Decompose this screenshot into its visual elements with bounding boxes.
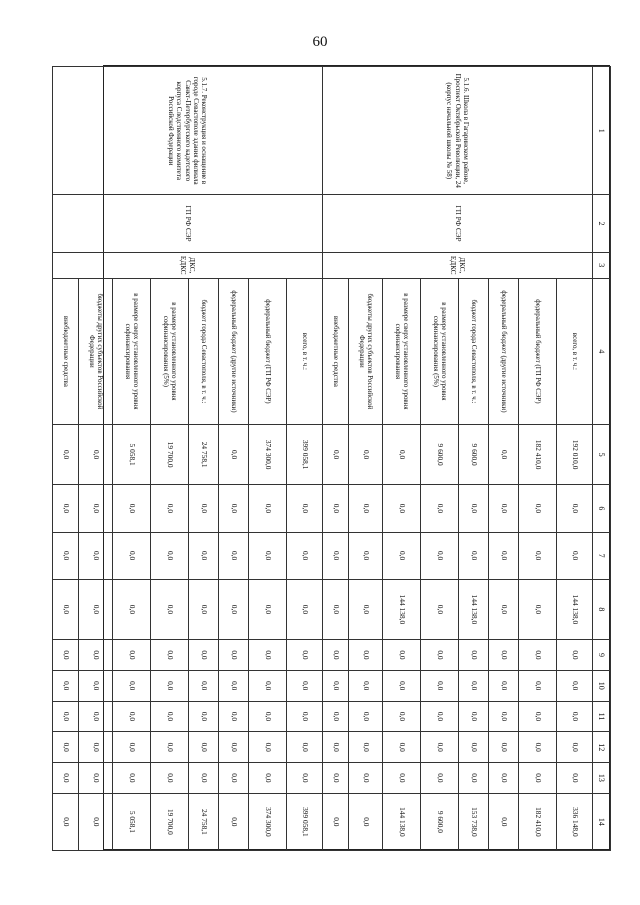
value-cell: 0,0 — [519, 701, 557, 732]
value-cell: 0,0 — [323, 670, 349, 701]
total-value-cell: 374 300,0 — [249, 793, 287, 850]
value-cell: 0,0 — [113, 670, 151, 701]
value-cell: 0,0 — [323, 579, 349, 639]
value-cell: 0,0 — [113, 763, 151, 794]
table-row — [287, 67, 323, 851]
value-cell: 0,0 — [219, 763, 249, 794]
value-cell: 0,0 — [249, 640, 287, 671]
value-cell: 0,0 — [79, 485, 113, 532]
value-cell: 0,0 — [219, 532, 249, 579]
value-cell: 0,0 — [151, 732, 189, 763]
value-cell: 0,0 — [489, 763, 519, 794]
value-cell: 0,0 — [189, 732, 219, 763]
value-cell: 0,0 — [219, 670, 249, 701]
value-cell: 0,0 — [287, 485, 323, 532]
value-cell: 0,0 — [219, 640, 249, 671]
value-cell: 0,0 — [489, 640, 519, 671]
value-cell: 0,0 — [349, 670, 383, 701]
value-cell: 0,0 — [519, 485, 557, 532]
value-cell: 0,0 — [557, 732, 593, 763]
object-name-cell: 5.1.6. Школа в Гагаринском районе, Проспект Октябрьской Революции, 24 (корпус начальной школы № 58) — [323, 67, 593, 195]
value-cell: 0,0 — [79, 763, 113, 794]
value-cell: 0,0 — [151, 532, 189, 579]
value-cell: 0,0 — [189, 670, 219, 701]
value-cell: 0,0 — [383, 532, 421, 579]
rotated-table-container — [61, 66, 611, 851]
total-value-cell: 5 058,1 — [113, 793, 151, 850]
total-value-cell: 9 600,0 — [421, 793, 459, 850]
total-value-cell: 0,0 — [349, 793, 383, 850]
value-cell: 0,0 — [113, 701, 151, 732]
value-cell: 0,0 — [249, 701, 287, 732]
funding-source-cell: в размере установленного уровня софинансирования (5%) — [151, 278, 189, 424]
value-cell: 0,0 — [287, 732, 323, 763]
value-cell: 0,0 — [383, 424, 421, 484]
total-value-cell: 0,0 — [219, 793, 249, 850]
value-cell: 144 138,0 — [557, 579, 593, 639]
value-cell: 0,0 — [421, 701, 459, 732]
value-cell: 0,0 — [189, 701, 219, 732]
value-cell: 0,0 — [459, 532, 489, 579]
value-cell: 0,0 — [151, 701, 189, 732]
value-cell: 0,0 — [519, 579, 557, 639]
value-cell: 0,0 — [287, 763, 323, 794]
funding-source-cell: бюджеты других субъектов Российской Федерации — [79, 278, 113, 424]
value-cell: 0,0 — [519, 763, 557, 794]
value-cell: 0,0 — [557, 640, 593, 671]
value-cell: 0,0 — [557, 763, 593, 794]
value-cell: 0,0 — [459, 701, 489, 732]
value-cell: 0,0 — [219, 485, 249, 532]
total-value-cell: 19 700,0 — [151, 793, 189, 850]
value-cell: 192 010,0 — [557, 424, 593, 484]
value-cell: 0,0 — [113, 640, 151, 671]
value-cell: 0,0 — [287, 640, 323, 671]
budget-table — [52, 66, 611, 851]
header-cell: 7 — [593, 532, 611, 579]
value-cell: 0,0 — [79, 532, 113, 579]
total-value-cell: 0,0 — [79, 793, 113, 850]
value-cell: 0,0 — [287, 579, 323, 639]
value-cell: 0,0 — [323, 763, 349, 794]
value-cell: 0,0 — [79, 640, 113, 671]
value-cell: 0,0 — [459, 640, 489, 671]
total-value-cell: 153 738,0 — [459, 793, 489, 850]
value-cell: 0,0 — [151, 640, 189, 671]
value-cell: 0,0 — [79, 670, 113, 701]
value-cell: 0,0 — [519, 640, 557, 671]
header-cell: 2 — [593, 195, 611, 252]
value-cell: 0,0 — [421, 763, 459, 794]
funding-source-cell: внебюджетные средства — [53, 278, 79, 424]
executor-cell: ДКС, ЕДКС — [53, 252, 323, 278]
header-cell: 10 — [593, 670, 611, 701]
funding-source-cell: в размере сверх установленного уровня софинансирования — [383, 278, 421, 424]
total-value-cell: 144 138,0 — [383, 793, 421, 850]
header-cell: 12 — [593, 732, 611, 763]
value-cell: 0,0 — [113, 532, 151, 579]
total-value-cell: 399 058,1 — [287, 793, 323, 850]
funding-source-cell: федеральный бюджет (другие источники) — [219, 278, 249, 424]
value-cell: 0,0 — [459, 763, 489, 794]
value-cell: 0,0 — [53, 732, 79, 763]
funding-source-cell: в размере сверх установленного уровня софинансирования — [113, 278, 151, 424]
header-cell: 1 — [593, 67, 611, 195]
value-cell: 0,0 — [53, 670, 79, 701]
header-cell: 6 — [593, 485, 611, 532]
total-value-cell: 0,0 — [323, 793, 349, 850]
value-cell: 0,0 — [249, 485, 287, 532]
value-cell: 0,0 — [219, 701, 249, 732]
value-cell: 0,0 — [519, 732, 557, 763]
value-cell: 0,0 — [53, 701, 79, 732]
value-cell: 0,0 — [287, 701, 323, 732]
value-cell: 0,0 — [113, 732, 151, 763]
value-cell: 0,0 — [489, 485, 519, 532]
value-cell: 0,0 — [383, 732, 421, 763]
value-cell: 0,0 — [53, 424, 79, 484]
value-cell: 0,0 — [421, 579, 459, 639]
value-cell: 0,0 — [489, 732, 519, 763]
value-cell: 0,0 — [349, 424, 383, 484]
value-cell: 0,0 — [323, 640, 349, 671]
value-cell: 0,0 — [53, 485, 79, 532]
value-cell: 374 300,0 — [249, 424, 287, 484]
total-value-cell: 24 758,1 — [189, 793, 219, 850]
value-cell: 0,0 — [53, 763, 79, 794]
value-cell: 144 138,0 — [459, 579, 489, 639]
header-cell: 9 — [593, 640, 611, 671]
value-cell: 0,0 — [189, 485, 219, 532]
header-cell: 11 — [593, 701, 611, 732]
value-cell: 0,0 — [79, 579, 113, 639]
value-cell: 0,0 — [189, 532, 219, 579]
value-cell: 0,0 — [349, 640, 383, 671]
funding-source-cell: внебюджетные средства — [323, 278, 349, 424]
total-value-cell: 0,0 — [53, 793, 79, 850]
value-cell: 0,0 — [421, 640, 459, 671]
value-cell: 0,0 — [189, 579, 219, 639]
value-cell: 0,0 — [79, 424, 113, 484]
funding-source-cell: федеральный бюджет (ГП РФ СЭР) — [519, 278, 557, 424]
value-cell: 19 700,0 — [151, 424, 189, 484]
funding-source-cell: федеральный бюджет (другие источники) — [489, 278, 519, 424]
value-cell: 0,0 — [349, 532, 383, 579]
value-cell: 0,0 — [219, 579, 249, 639]
value-cell: 0,0 — [53, 532, 79, 579]
value-cell: 0,0 — [53, 640, 79, 671]
value-cell: 9 600,0 — [459, 424, 489, 484]
executor-cell: ДКС, ЕДКС — [323, 252, 593, 278]
value-cell: 0,0 — [459, 485, 489, 532]
value-cell: 399 058,1 — [287, 424, 323, 484]
value-cell: 0,0 — [151, 579, 189, 639]
value-cell: 0,0 — [383, 763, 421, 794]
value-cell: 0,0 — [489, 579, 519, 639]
value-cell: 0,0 — [249, 670, 287, 701]
value-cell: 0,0 — [323, 532, 349, 579]
value-cell: 0,0 — [189, 763, 219, 794]
value-cell: 0,0 — [519, 532, 557, 579]
total-value-cell: 336 148,0 — [557, 793, 593, 850]
funding-source-cell: федеральный бюджет (ГП РФ СЭР) — [249, 278, 287, 424]
value-cell: 0,0 — [323, 485, 349, 532]
value-cell: 0,0 — [151, 485, 189, 532]
header-cell: 13 — [593, 763, 611, 794]
value-cell: 0,0 — [421, 732, 459, 763]
object-name-cell: 5.1.7. Реконструкция и оснащение в городе Севастополе здания филиала Санкт-Петербургского кадетского корпуса Следственного комитета Российской Федерации — [53, 67, 323, 195]
value-cell: 0,0 — [489, 670, 519, 701]
value-cell: 0,0 — [459, 732, 489, 763]
value-cell: 0,0 — [383, 701, 421, 732]
value-cell: 0,0 — [287, 532, 323, 579]
value-cell: 0,0 — [113, 485, 151, 532]
value-cell: 0,0 — [249, 532, 287, 579]
value-cell: 0,0 — [489, 424, 519, 484]
value-cell: 0,0 — [557, 670, 593, 701]
funding-source-cell: бюджет города Севастополя, в т. ч.: — [189, 278, 219, 424]
value-cell: 0,0 — [219, 424, 249, 484]
value-cell: 0,0 — [421, 485, 459, 532]
value-cell: 24 758,1 — [189, 424, 219, 484]
value-cell: 144 138,0 — [383, 579, 421, 639]
funding-source-cell: всего, в т. ч.: — [557, 278, 593, 424]
value-cell: 0,0 — [421, 670, 459, 701]
value-cell: 0,0 — [249, 732, 287, 763]
value-cell: 0,0 — [323, 732, 349, 763]
value-cell: 0,0 — [557, 701, 593, 732]
value-cell: 5 058,1 — [113, 424, 151, 484]
value-cell: 0,0 — [383, 640, 421, 671]
value-cell: 0,0 — [219, 732, 249, 763]
value-cell: 0,0 — [151, 763, 189, 794]
table-row — [557, 67, 593, 851]
header-cell: 4 — [593, 278, 611, 424]
value-cell: 0,0 — [349, 763, 383, 794]
value-cell: 0,0 — [79, 732, 113, 763]
value-cell: 0,0 — [79, 701, 113, 732]
value-cell: 0,0 — [557, 485, 593, 532]
header-cell: 14 — [593, 793, 611, 850]
value-cell: 9 600,0 — [421, 424, 459, 484]
table-body — [53, 67, 593, 851]
value-cell: 0,0 — [349, 485, 383, 532]
value-cell: 0,0 — [189, 640, 219, 671]
header-cell: 3 — [593, 252, 611, 278]
value-cell: 0,0 — [383, 670, 421, 701]
value-cell: 0,0 — [53, 579, 79, 639]
budget-table-frame — [61, 65, 610, 850]
total-value-cell: 0,0 — [489, 793, 519, 850]
value-cell: 0,0 — [349, 732, 383, 763]
value-cell: 0,0 — [489, 532, 519, 579]
value-cell: 0,0 — [489, 701, 519, 732]
page-number: 60 — [312, 34, 328, 50]
value-cell: 0,0 — [349, 579, 383, 639]
value-cell: 0,0 — [113, 579, 151, 639]
value-cell: 0,0 — [349, 701, 383, 732]
value-cell: 0,0 — [421, 532, 459, 579]
value-cell: 0,0 — [323, 701, 349, 732]
total-value-cell: 182 410,0 — [519, 793, 557, 850]
value-cell: 0,0 — [459, 670, 489, 701]
value-cell: 0,0 — [383, 485, 421, 532]
value-cell: 0,0 — [287, 670, 323, 701]
value-cell: 0,0 — [249, 763, 287, 794]
value-cell: 0,0 — [519, 670, 557, 701]
funding-source-cell: в размере установленного уровня софинансирования (5%) — [421, 278, 459, 424]
header-cell: 8 — [593, 579, 611, 639]
program-cell: ГП РФ СЭР — [323, 195, 593, 252]
header-row — [593, 67, 611, 851]
value-cell: 0,0 — [323, 424, 349, 484]
value-cell: 182 410,0 — [519, 424, 557, 484]
program-cell: ГП РФ СЭР — [53, 195, 323, 252]
funding-source-cell: всего, в т. ч.: — [287, 278, 323, 424]
value-cell: 0,0 — [151, 670, 189, 701]
value-cell: 0,0 — [249, 579, 287, 639]
funding-source-cell: бюджеты других субъектов Российской Федерации — [349, 278, 383, 424]
header-cell: 5 — [593, 424, 611, 484]
funding-source-cell: бюджет города Севастополя, в т. ч.: — [459, 278, 489, 424]
value-cell: 0,0 — [557, 532, 593, 579]
